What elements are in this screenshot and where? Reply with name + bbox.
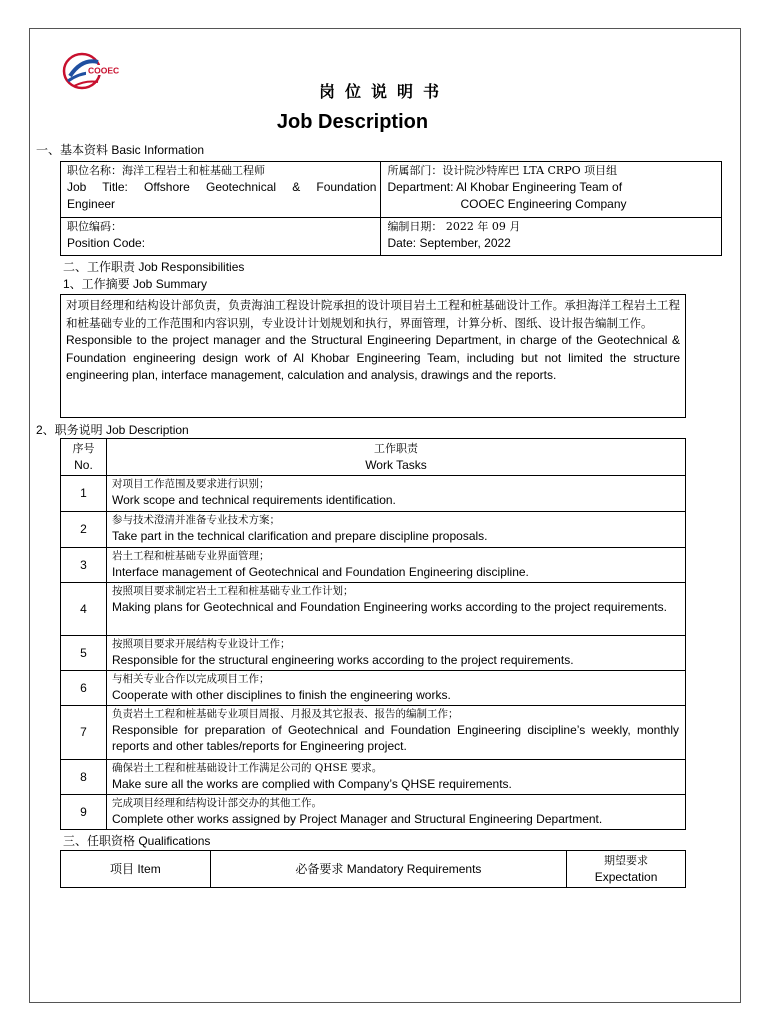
task-description (106, 671, 685, 706)
basic-info-table (60, 161, 722, 256)
task-number: 2 (61, 512, 107, 548)
tasks-header-row (61, 439, 686, 476)
document-title-en: Job Description (276, 111, 429, 133)
task-cn: 对项目工作范围及要求进行识别； (111, 478, 270, 490)
task-description (106, 583, 685, 636)
task-row (61, 512, 686, 548)
no-header-cn: 序号 (72, 442, 95, 455)
task-row (61, 476, 686, 512)
job-description-heading: 2、职务说明 Job Description (36, 423, 189, 437)
task-en: Responsible for preparation of Geotechnical and Foundation Engineering discipline’s weekly, monthly reports and other tables/reports for Engineering project. (111, 723, 679, 753)
basic-info-row (61, 162, 722, 218)
task-number: 9 (61, 795, 107, 830)
task-header-cn: 工作职责 (373, 442, 418, 455)
task-en: Make sure all the works are complied with Company’s QHSE requirements. (111, 777, 512, 791)
task-row (61, 760, 686, 795)
department-cn: 所属部门：设计院沙特库巴 LTA CRPO 项目组 (387, 164, 618, 177)
job-summary-en: Responsible to the project manager and the Structural Engineering Department, in charge of the Geotechnical & Foundation engineering design work of Al Khobar Engineering Team, including but not limited the structure engineering plan, interface management, calculation and analysis, drawings and the reports. (66, 333, 680, 382)
task-description (106, 760, 685, 795)
task-en: Take part in the technical clarification and prepare discipline proposals. (111, 529, 488, 543)
job-summary-cn: 对项目经理和结构设计部负责，负责海油工程设计院承担的设计项目岩土工程和桩基础设计工作。承担海洋工程岩土工程和桩基础专业的工作范围和内容识别，专业设计计划规划和执行，界面管理，计算分析、图纸、设计报告编制工作。 (66, 298, 680, 330)
job-title-cn: 职位名称：海洋工程岩土和桩基础工程师 (67, 164, 265, 177)
qual-expect-header-cn: 期望要求 (604, 854, 649, 867)
task-number: 4 (61, 583, 107, 636)
task-number: 3 (61, 548, 107, 583)
date-en: Date: September, 2022 (387, 236, 511, 250)
responsibilities-heading: 二、工作职责 Job Responsibilities (63, 260, 245, 274)
task-row (61, 795, 686, 830)
task-description (106, 512, 685, 548)
qual-item-header: 项目 Item (61, 851, 211, 888)
task-number: 5 (61, 636, 107, 671)
task-cn: 岩土工程和桩基础专业界面管理； (111, 550, 270, 562)
qualifications-heading: 三、任职资格 Qualifications (63, 834, 211, 848)
task-cn: 按照项目要求开展结构专业设计工作； (111, 638, 291, 650)
document-title-cn: 岗位说明书 (318, 82, 449, 101)
task-cn: 按照项目要求制定岩土工程和桩基础专业工作计划； (111, 585, 354, 597)
task-cn: 与相关专业合作以完成项目工作； (111, 673, 270, 685)
task-row (61, 548, 686, 583)
task-cn: 参与技术澄清并准备专业技术方案； (111, 514, 280, 526)
department-en-line1: Department: Al Khobar Engineering Team of (387, 180, 623, 194)
task-description (106, 706, 685, 760)
job-summary-box (60, 294, 686, 418)
basic-info-heading: 一、基本资料 Basic Information (36, 143, 205, 157)
basic-info-row (61, 218, 722, 256)
task-en: Cooperate with other disciplines to finish the engineering works. (111, 688, 451, 702)
position-code-en: Position Code: (67, 236, 146, 250)
task-en: Complete other works assigned by Project Manager and Structural Engineering Department. (111, 812, 603, 826)
no-header-en: No. (74, 458, 93, 472)
task-description (106, 476, 685, 512)
task-number: 1 (61, 476, 107, 512)
task-cn: 确保岩土工程和桩基础设计工作满足公司的 QHSE 要求。 (111, 762, 383, 774)
task-description (106, 795, 685, 830)
task-row (61, 583, 686, 636)
task-description (106, 548, 685, 583)
task-header-en: Work Tasks (365, 458, 427, 472)
qualifications-header-row (61, 851, 686, 888)
task-en: Interface management of Geotechnical and Foundation Engineering discipline. (111, 565, 529, 579)
task-row (61, 706, 686, 760)
position-code-cn: 职位编码： (67, 220, 122, 233)
task-en: Work scope and technical requirements identification. (111, 493, 396, 507)
task-row (61, 671, 686, 706)
task-number: 7 (61, 706, 107, 760)
qualifications-table (60, 850, 686, 888)
qual-mandatory-header: 必备要求 Mandatory Requirements (210, 851, 566, 888)
job-summary-heading: 1、工作摘要 Job Summary (63, 277, 208, 291)
department-en-line2: COOEC Engineering Company (460, 197, 627, 211)
task-number: 6 (61, 671, 107, 706)
task-cn: 负责岩土工程和桩基础专业项目周报、月报及其它报表、报告的编制工作； (111, 708, 459, 720)
task-row (61, 636, 686, 671)
task-cn: 完成项目经理和结构设计部交办的其他工作。 (111, 797, 322, 809)
task-description (106, 636, 685, 671)
task-number: 8 (61, 760, 107, 795)
task-en: Responsible for the structural engineering works according to the project requirements. (111, 653, 574, 667)
qual-expect-header-en: Expectation (594, 870, 658, 884)
logo-text: COOEC (88, 65, 120, 76)
job-tasks-table (60, 438, 686, 830)
date-cn: 编制日期： 2022 年 09 月 (387, 220, 521, 233)
task-en: Making plans for Geotechnical and Foundation Engineering works according to the project requirements. (111, 600, 667, 614)
job-title-en-line1: Job Title: Offshore Geotechnical & Foundation (67, 180, 377, 194)
job-title-en-line2: Engineer (67, 197, 116, 211)
